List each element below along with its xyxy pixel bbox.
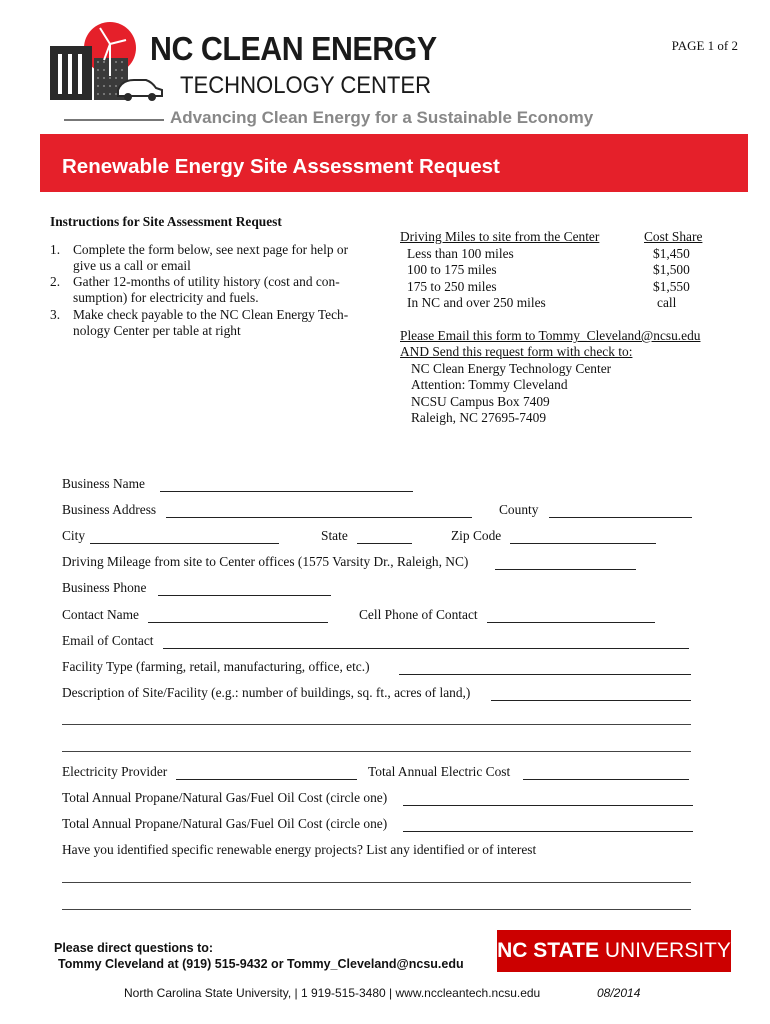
cost-row-cost: $1,500 [653, 262, 690, 277]
zip-code-field[interactable] [510, 543, 656, 544]
zip-code-label: Zip Code [451, 528, 502, 543]
contact-name-label: Contact Name [62, 607, 139, 622]
city-field[interactable] [90, 543, 279, 544]
electricity-provider-label: Electricity Provider [62, 764, 168, 779]
cost-row-cost: call [657, 295, 677, 310]
business-phone-label: Business Phone [62, 580, 147, 595]
questions-contact: Tommy Cleveland at (919) 515-9432 or Tommy_Cleveland@ncsu.edu [58, 957, 464, 971]
step-text: Make check payable to the NC Clean Energy Tech- [73, 307, 349, 322]
cost-row-cost: $1,450 [653, 246, 690, 261]
email-label: Email of Contact [62, 633, 154, 648]
business-name-label: Business Name [62, 476, 145, 491]
cost-row-miles: In NC and over 250 miles [407, 295, 546, 310]
facility-type-label: Facility Type (farming, retail, manufacturing, office, etc.) [62, 659, 370, 674]
projects-line[interactable] [62, 909, 691, 910]
county-label: County [499, 502, 539, 517]
state-label: State [321, 528, 348, 543]
step-number: 2. [50, 274, 61, 289]
facility-type-field[interactable] [399, 674, 691, 675]
ncsu-logo-rest: UNIVERSITY [599, 939, 731, 962]
cell-phone-field[interactable] [487, 622, 655, 623]
step-text: sumption) for electricity and fuels. [73, 290, 259, 305]
cost-row-miles: 100 to 175 miles [407, 262, 497, 277]
cost-row-miles: Less than 100 miles [407, 246, 514, 261]
fuel-cost-label: Total Annual Propane/Natural Gas/Fuel Oil Cost (circle one) [62, 790, 388, 805]
ncsu-logo-bold: NC STATE [497, 939, 600, 962]
instructions-heading: Instructions for Site Assessment Request [50, 214, 282, 229]
contact-name-field[interactable] [148, 622, 328, 623]
site-description-line[interactable] [62, 724, 691, 725]
step-text: give us a call or email [73, 258, 191, 273]
county-field[interactable] [549, 517, 692, 518]
site-description-label: Description of Site/Facility (e.g.: number of buildings, sq. ft., acres of land,) [62, 685, 471, 700]
email-instruction[interactable]: Please Email this form to Tommy_Cleveland@ncsu.edu [400, 328, 701, 343]
footer-info: North Carolina State University, | 1 919-515-3480 | www.nccleantech.ncsu.edu [124, 986, 541, 1000]
city-label: City [62, 528, 86, 543]
cell-phone-label: Cell Phone of Contact [359, 607, 478, 622]
cost-table-miles-header: Driving Miles to site from the Center [400, 229, 600, 244]
fuel-cost-field[interactable] [403, 805, 693, 806]
driving-mileage-field[interactable] [495, 569, 636, 570]
tagline: Advancing Clean Energy for a Sustainable Economy [170, 108, 594, 127]
step-text: Gather 12-months of utility history (cost and con- [73, 274, 340, 289]
fuel-cost-field[interactable] [403, 831, 693, 832]
nc-clean-energy-logo-mark [48, 18, 166, 102]
address-line: NC Clean Energy Technology Center [411, 361, 612, 376]
ncsu-logo-text [497, 930, 731, 972]
state-field[interactable] [357, 543, 412, 544]
fuel-cost-label: Total Annual Propane/Natural Gas/Fuel Oil Cost (circle one) [62, 816, 388, 831]
business-phone-field[interactable] [158, 595, 331, 596]
business-name-field[interactable] [160, 491, 413, 492]
projects-label: Have you identified specific renewable energy projects? List any identified or of interest [62, 842, 537, 857]
address-line: Raleigh, NC 27695-7409 [411, 410, 547, 425]
org-subtitle: TECHNOLOGY CENTER [180, 72, 432, 99]
footer-date: 08/2014 [597, 986, 641, 1000]
page-number: PAGE 1 of 2 [671, 38, 738, 53]
tagline-rule [64, 119, 164, 121]
address-line: NCSU Campus Box 7409 [411, 394, 550, 409]
step-number: 1. [50, 242, 61, 257]
page-title: Renewable Energy Site Assessment Request [62, 155, 500, 178]
total-electric-label: Total Annual Electric Cost [368, 764, 511, 779]
cost-table-cost-header: Cost Share [644, 229, 703, 244]
site-description-line[interactable] [62, 751, 691, 752]
cost-row-cost: $1,550 [653, 279, 690, 294]
questions-heading: Please direct questions to: [54, 941, 214, 955]
business-address-label: Business Address [62, 502, 157, 517]
business-address-field[interactable] [166, 517, 472, 518]
address-line: Attention: Tommy Cleveland [411, 377, 568, 392]
step-text: nology Center per table at right [73, 323, 241, 338]
site-description-field[interactable] [491, 700, 691, 701]
step-number: 3. [50, 307, 61, 322]
cost-row-miles: 175 to 250 miles [407, 279, 497, 294]
electricity-provider-field[interactable] [176, 779, 357, 780]
org-name: NC CLEAN ENERGY [150, 30, 437, 67]
projects-line[interactable] [62, 882, 691, 883]
driving-mileage-label: Driving Mileage from site to Center offices (1575 Varsity Dr., Raleigh, NC) [62, 554, 469, 569]
email-field[interactable] [163, 648, 689, 649]
mail-instruction: AND Send this request form with check to: [400, 344, 633, 359]
step-text: Complete the form below, see next page for help or [73, 242, 349, 257]
total-electric-field[interactable] [523, 779, 689, 780]
